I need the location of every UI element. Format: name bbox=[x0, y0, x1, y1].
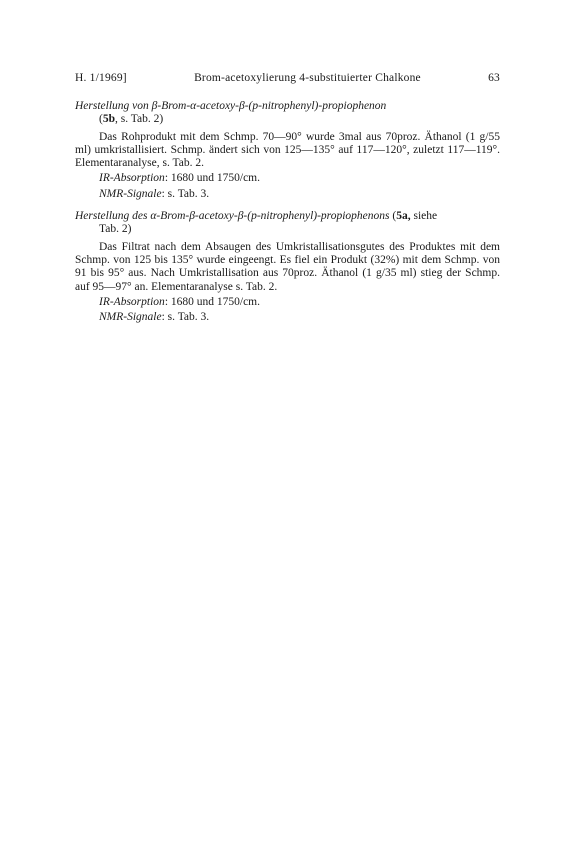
heading-reference: siehe bbox=[410, 210, 438, 223]
heading-open-paren: ( bbox=[389, 210, 397, 223]
section-5a bbox=[75, 210, 500, 324]
page-number: 63 bbox=[488, 72, 500, 84]
ir-line bbox=[75, 296, 500, 309]
ir-value: : 1680 und 1750/cm. bbox=[164, 172, 261, 185]
nmr-line bbox=[75, 188, 500, 201]
section-heading bbox=[75, 100, 500, 127]
procedure-paragraph: Das Filtrat nach dem Absaugen des Umkristallisationsgutes des Produktes mit dem Schmp. von 125 bis 135° wurde eingeengt. Es fiel ein Produkt (32%) mit dem Schmp. von 91 bis 95° aus. Nach Umkristallisation aus 70proz. Äthanol (1 g/35 ml) stieg der Schmp. auf 95—97° an. Elementaranalyse s. Tab. 2. bbox=[75, 240, 500, 293]
ir-label: IR-Absorption bbox=[99, 172, 165, 185]
nmr-label: NMR-Signale bbox=[99, 311, 162, 324]
ir-value: : 1680 und 1750/cm. bbox=[164, 295, 261, 308]
procedure-paragraph: Das Rohprodukt mit dem Schmp. 70—90° wurde 3mal aus 70proz. Äthanol (1 g/55 ml) umkristallisiert. Schmp. ändert sich von 125—135° auf 117—120°, zuletzt 117—119°. Elementaranalyse, s. Tab. 2. bbox=[75, 130, 500, 170]
heading-reference-cont: Tab. 2) bbox=[99, 223, 132, 236]
running-header bbox=[75, 72, 500, 84]
heading-open-paren: ( bbox=[99, 113, 103, 126]
ir-label: IR-Absorption bbox=[99, 295, 165, 308]
nmr-line bbox=[75, 311, 500, 324]
nmr-label: NMR-Signale bbox=[99, 187, 162, 200]
heading-reference: , s. Tab. 2) bbox=[115, 113, 164, 126]
section-heading bbox=[75, 210, 500, 237]
nmr-value: : s. Tab. 3. bbox=[161, 187, 210, 200]
compound-number: 5a, bbox=[396, 210, 411, 223]
compound-number: 5b bbox=[102, 113, 115, 126]
article-body bbox=[75, 100, 500, 333]
nmr-value: : s. Tab. 3. bbox=[161, 311, 210, 324]
ir-line bbox=[75, 172, 500, 185]
section-5b bbox=[75, 100, 500, 201]
running-title: Brom-acetoxylierung 4-substituierter Chalkone bbox=[194, 72, 421, 84]
heading-text: Herstellung von β-Brom-α-acetoxy-β-(p-nitrophenyl)-propiophenon bbox=[75, 100, 387, 112]
heading-text: Herstellung des α-Brom-β-acetoxy-β-(p-nitrophenyl)-propiophenons bbox=[75, 210, 390, 223]
issue-reference: H. 1/1969] bbox=[75, 72, 127, 84]
